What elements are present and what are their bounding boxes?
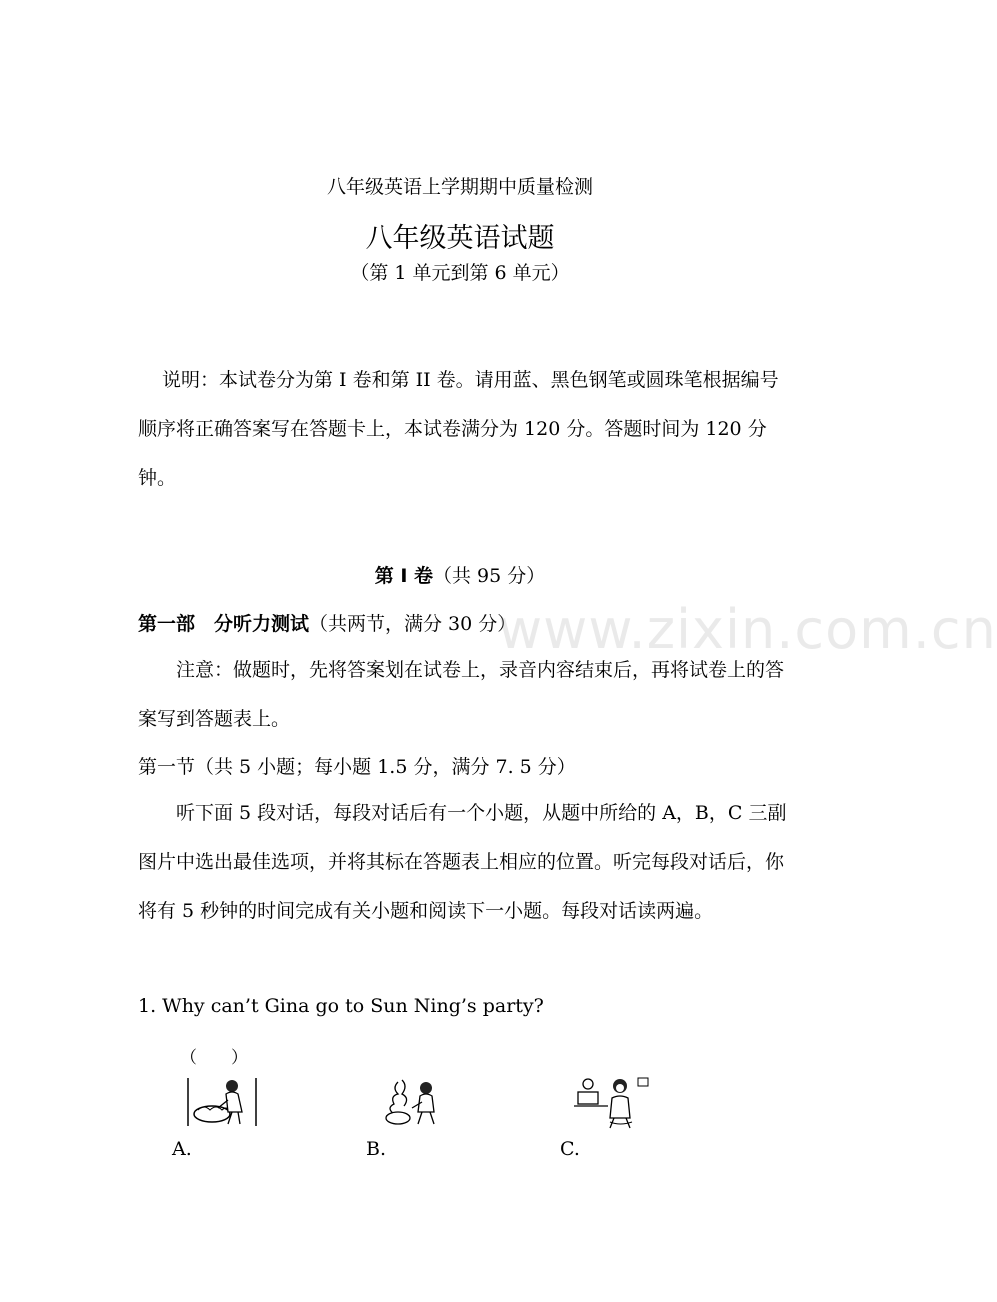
part-1-note: 注意：做题时，先将答案划在试卷上，录音内容结束后，再将试卷上的答案写到答题表上。: [138, 659, 785, 730]
exam-title: 八年级英语试题: [365, 223, 555, 254]
section-1-title: 第一节（共 5 小题；每小题 1.5 分，满分 7. 5 分）: [138, 756, 576, 778]
section-1-instructions: 听下面 5 段对话，每段对话后有一个小题，从题中所给的 A，B，C 三副图片中选出最佳选项，并将其标在答题表上相应的位置。听完每段对话后，你将有 5 秒钟的时间完成有关小题和阅读下一小题。每段对话读两遍。: [138, 802, 787, 922]
question-1-text: 1. Why can’t Gina go to Sun Ning’s party?: [138, 995, 544, 1017]
exam-instructions: 说明：本试卷分为第 I 卷和第 II 卷。请用蓝、黑色钢笔或圆珠笔根据编号顺序将正确答案写在答题卡上，本试卷满分为 120 分。答题时间为 120 分钟。: [138, 369, 779, 489]
answer-blank[interactable]: （ ）: [180, 1048, 248, 1068]
volume-1-heading: [0, 561, 920, 588]
part-1-points: （共两节，满分 30 分）: [309, 613, 517, 635]
exam-subtitle: 八年级英语上学期期中质量检测: [326, 176, 593, 198]
volume-1-points: （共 95 分）: [433, 565, 546, 587]
option-c-label: C.: [560, 1138, 580, 1160]
person-in-kitchen-icon: [574, 1074, 650, 1130]
part-1-heading: [138, 609, 516, 636]
watermark: www.zixin.com.cn: [498, 598, 997, 661]
option-a-label: A.: [172, 1138, 192, 1160]
exam-scope: （第 1 单元到第 6 单元）: [350, 262, 570, 284]
part-1-title: 第一部 分听力测试: [138, 613, 310, 635]
option-b-label: B.: [366, 1138, 387, 1160]
person-washing-clothes-icon: [186, 1074, 262, 1130]
volume-1-title: 第 I 卷: [374, 565, 434, 587]
person-with-plant-icon: [378, 1074, 454, 1130]
